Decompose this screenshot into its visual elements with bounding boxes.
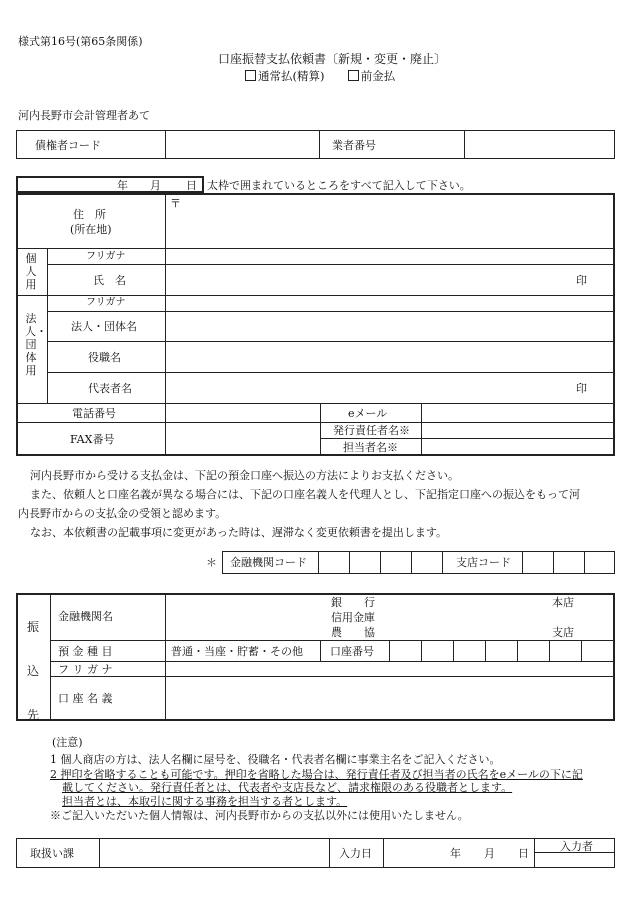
inputter-field[interactable] — [535, 853, 614, 867]
bank-code-star: ＊ — [206, 556, 217, 569]
option-normal-label: 通常払(精算) — [258, 69, 325, 83]
individual-furigana-label: フリガナ — [86, 251, 126, 262]
individual-seal: 印 — [576, 274, 587, 287]
dept-field[interactable] — [101, 839, 328, 867]
individual-furigana-field[interactable] — [167, 249, 613, 263]
account-holder-label: 口 座 名 義 — [58, 692, 113, 705]
option-advance-label: 前金払 — [360, 69, 396, 83]
head-office-label[interactable]: 本店 — [552, 596, 574, 609]
tel-field[interactable] — [167, 404, 319, 421]
form-title: 口座振替支払依頼書〔新規・変更・廃止〕 — [218, 52, 447, 66]
creditor-code-field[interactable] — [167, 131, 317, 158]
account-number-field[interactable] — [390, 641, 614, 660]
bank-code-field[interactable] — [319, 552, 441, 573]
footer-month[interactable]: 月 — [484, 847, 495, 860]
individual-name-label: 氏 名 — [93, 274, 126, 287]
position-field[interactable] — [167, 342, 613, 371]
body-line-2: また、依頼人と口座名義が異なる場合には、下記の口座名義人を代理人とし、下記指定口座への振込をもって河 — [30, 488, 580, 501]
corporate-furigana-field[interactable] — [167, 296, 613, 310]
bank-code-label: 金融機関コード — [230, 556, 307, 569]
addressee: 河内長野市会計管理者あて — [18, 109, 150, 122]
fax-label: FAX番号 — [70, 433, 115, 446]
representative-label: 代表者名 — [88, 382, 132, 395]
checkbox-normal[interactable] — [245, 70, 256, 81]
staff-field[interactable] — [423, 439, 614, 455]
issuer-field[interactable] — [423, 423, 614, 437]
footer-year[interactable]: 年 — [450, 847, 461, 860]
corporate-group-label: 法人・団体用 — [25, 312, 47, 377]
postal-mark: 〒 — [170, 197, 181, 210]
bank-type-bank[interactable]: 銀 行 — [331, 596, 375, 609]
individual-group-label: 個人用 — [25, 252, 37, 291]
tel-label: 電話番号 — [72, 407, 116, 420]
fax-field[interactable] — [167, 423, 319, 455]
note-1: 1 個人商店の方は、法人名欄に屋号を、役職名・代表者名欄に事業主名をご記入ください。 — [50, 753, 501, 766]
position-label: 役職名 — [88, 351, 121, 364]
branch-code-field[interactable] — [523, 552, 614, 573]
issuer-label: 発行責任者名※ — [333, 424, 410, 437]
input-date-label: 入力日 — [339, 847, 372, 860]
bank-type-shinkin[interactable]: 信用金庫 — [331, 611, 375, 624]
note-2-line-1: 2 押印を省略することも可能です。押印を省略した場合は、発行責任者及び担当者の氏名をeメールの下に記 — [50, 768, 583, 781]
inputter-label: 入力者 — [560, 840, 593, 853]
vendor-number-field[interactable] — [466, 131, 614, 158]
date-box — [16, 176, 204, 193]
instruction-text: 太枠で囲まれているところをすべて記入して下さい。 — [207, 179, 471, 192]
dept-label: 取扱い課 — [30, 847, 74, 860]
date-month[interactable]: 月 — [150, 179, 161, 192]
creditor-code-label: 債権者コード — [35, 139, 101, 152]
email-label: eメール — [348, 407, 388, 420]
email-field[interactable] — [423, 404, 614, 421]
corporate-furigana-label: フリガナ — [86, 297, 126, 308]
address-field[interactable] — [180, 196, 612, 246]
institution-label: 金融機関名 — [58, 610, 113, 623]
corporate-seal: 印 — [576, 382, 587, 395]
checkbox-advance[interactable] — [348, 70, 359, 81]
individual-name-field[interactable] — [167, 265, 567, 294]
holder-furigana-label: フ リ ガ ナ — [58, 663, 113, 676]
representative-field[interactable] — [167, 373, 567, 402]
footer-day[interactable]: 日 — [518, 847, 529, 860]
body-line-3: 内長野市からの支払金の受領と認めます。 — [18, 507, 227, 520]
address-sub-label: (所在地) — [70, 223, 112, 236]
branch-label[interactable]: 支店 — [552, 626, 574, 639]
staff-label: 担当者名※ — [343, 441, 398, 454]
payment-type-options — [245, 70, 395, 83]
transfer-group-label: 振込先 — [27, 620, 40, 722]
body-line-4: なお、本依頼書の記載事項に変更があった時は、遅滞なく変更依頼書を提出します。 — [30, 526, 448, 539]
deposit-type-options[interactable]: 普通・当座・貯蓄・その他 — [171, 645, 303, 658]
address-label: 住 所 — [73, 208, 106, 221]
notes-heading: (注意) — [52, 736, 83, 749]
note-2-line-2: 載してください。発行責任者とは、代表者や支店長など、請求権限のある役職者とします。 — [62, 781, 513, 794]
account-holder-field[interactable] — [167, 677, 613, 719]
privacy-note: ※ご記入いただいた個人情報は、河内長野市からの支払以外には使用いたしません。 — [50, 809, 469, 822]
date-day[interactable]: 日 — [186, 179, 197, 192]
bank-type-nokyo[interactable]: 農 協 — [331, 626, 375, 639]
holder-furigana-field[interactable] — [167, 662, 613, 675]
body-line-1: 河内長野市から受ける支払金は、下記の預金口座へ振込の方法によりお支払ください。 — [30, 469, 459, 482]
deposit-type-label: 預 金 種 目 — [58, 645, 113, 658]
org-name-field[interactable] — [167, 312, 613, 340]
institution-field[interactable] — [167, 595, 327, 639]
branch-code-label: 支店コード — [456, 556, 511, 569]
date-year[interactable]: 年 — [117, 179, 128, 192]
form-number: 様式第16号(第65条関係) — [18, 35, 143, 48]
account-number-label: 口座番号 — [330, 645, 374, 658]
org-name-label: 法人・団体名 — [71, 320, 137, 333]
vendor-number-label: 業者番号 — [332, 139, 376, 152]
note-2-line-3: 担当者とは、本取引に関する事務を担当する者とします。 — [62, 795, 348, 808]
